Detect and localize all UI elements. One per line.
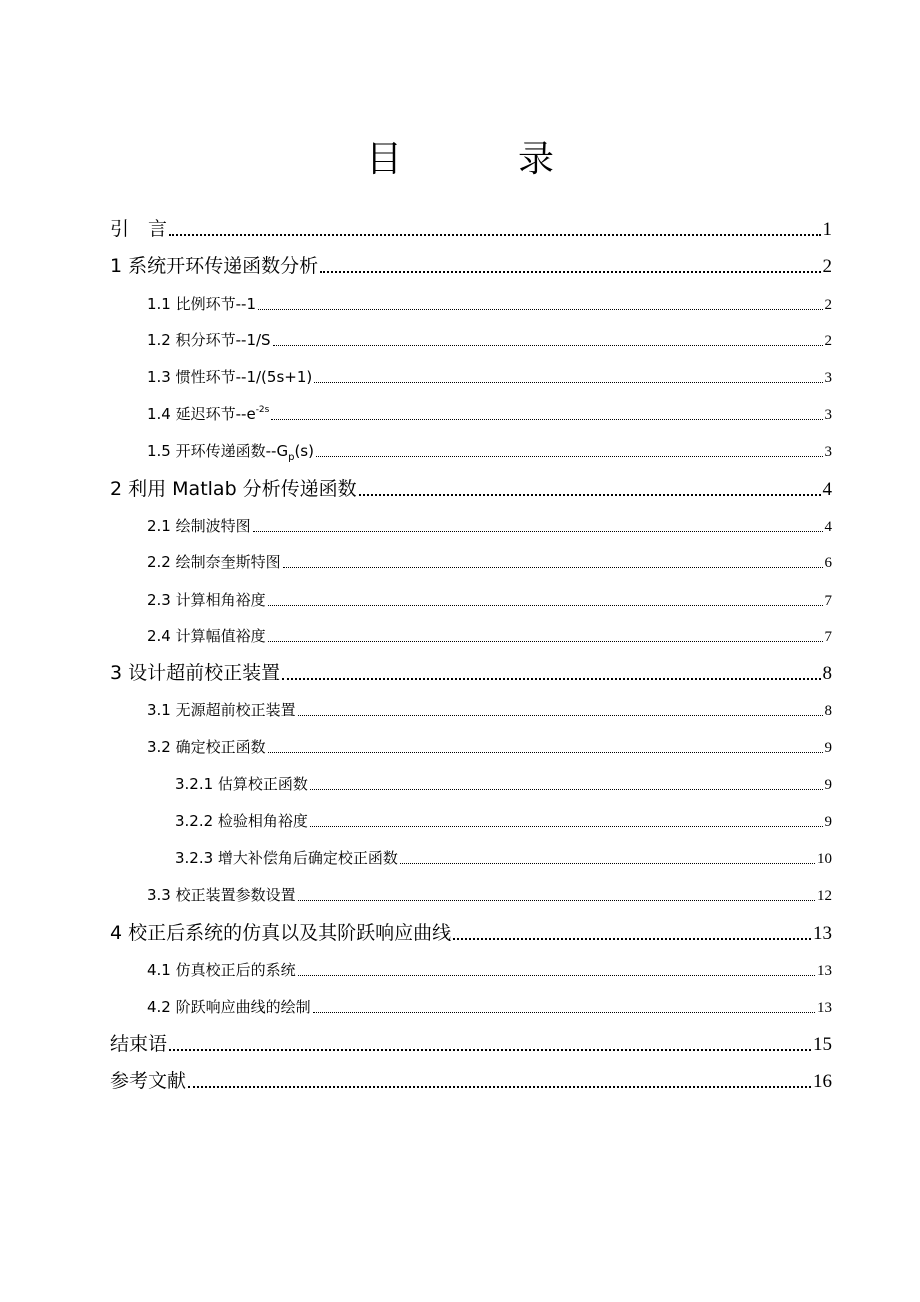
dot-leader [310, 809, 823, 833]
toc-entry-label: 1.2 积分环节--1/S [147, 331, 271, 349]
toc-entry-3-2[interactable] [147, 735, 832, 759]
dot-leader [268, 735, 823, 759]
toc-entry-label-tail: (s) [294, 442, 314, 460]
dot-leader [320, 252, 820, 280]
toc-entry-chapter-4[interactable] [110, 919, 832, 947]
toc-page-number: 8 [824, 703, 832, 719]
toc-entry-4-2[interactable] [147, 995, 832, 1019]
toc-entry-references[interactable] [110, 1067, 832, 1095]
toc-page-number: 6 [824, 555, 832, 571]
toc-page-number: 2 [822, 256, 832, 277]
toc-entry-3-1[interactable] [147, 698, 832, 722]
toc-entry-label [147, 439, 314, 466]
dot-leader [271, 402, 822, 426]
toc-entry-3-2-1[interactable] [175, 772, 832, 796]
toc-page-number: 3 [824, 370, 832, 386]
toc-page-number: 16 [813, 1071, 832, 1092]
toc-entry-chapter-2[interactable] [110, 475, 832, 503]
dot-leader [273, 328, 823, 352]
dot-leader [268, 588, 823, 612]
toc-entry-label: 4.2 阶跃响应曲线的绘制 [147, 998, 311, 1016]
dot-leader [316, 439, 823, 463]
toc-entry-label: 1.1 比例环节--1 [147, 295, 256, 313]
toc-page-number: 4 [822, 479, 832, 500]
toc-entry-label: 3.1 无源超前校正装置 [147, 701, 296, 719]
toc-page-number: 13 [813, 923, 832, 944]
toc-entry-label: 3.2 确定校正函数 [147, 738, 266, 756]
toc-entry-4-1[interactable] [147, 958, 832, 982]
toc-page-number: 10 [817, 851, 832, 867]
dot-leader [310, 772, 823, 796]
page-title: 目 录 [365, 139, 594, 180]
toc-entry-3-2-2[interactable] [175, 809, 832, 833]
toc-entry-label-subscript: p [288, 452, 295, 463]
dot-leader [253, 514, 823, 538]
toc-page-number: 9 [824, 814, 832, 830]
dot-leader [400, 846, 815, 870]
toc-entry-label: 参考文献 [110, 1070, 187, 1092]
toc-entry-conclusion[interactable] [110, 1030, 832, 1058]
toc-entry-label [147, 402, 269, 429]
toc-entry-label: 3.2.3 增大补偿角后确定校正函数 [175, 849, 398, 867]
dot-leader [298, 883, 815, 907]
toc-page-number: 8 [822, 663, 832, 684]
toc-entry-chapter-1[interactable] [110, 252, 832, 280]
toc-page-number: 9 [824, 740, 832, 756]
toc-entry-label: 3 设计超前校正装置 [110, 662, 281, 684]
toc-entry-label: 2.2 绘制奈奎斯特图 [147, 553, 281, 571]
toc-entry-preface[interactable] [110, 215, 832, 243]
toc-page-number: 12 [817, 888, 832, 904]
toc-entry-label: 4 校正后系统的仿真以及其阶跃响应曲线 [110, 922, 452, 944]
toc-entry-1-4[interactable] [147, 402, 832, 426]
toc-entry-label: 3.2.1 估算校正函数 [175, 775, 308, 793]
toc-page-number: 9 [824, 777, 832, 793]
toc-entry-3-2-3[interactable] [175, 846, 832, 870]
toc-entry-label-main: 1.4 延迟环节--e [147, 405, 256, 423]
toc-page-number: 7 [824, 629, 832, 645]
dot-leader [453, 919, 811, 947]
toc-page-number: 13 [817, 1000, 832, 1016]
dot-leader [188, 1067, 811, 1095]
toc-entry-label: 结束语 [110, 1033, 168, 1055]
toc-entry-3-3[interactable] [147, 883, 832, 907]
dot-leader [268, 624, 823, 648]
toc-page-number: 7 [824, 593, 832, 609]
dot-leader [169, 1030, 811, 1058]
toc-entry-label-superscript: -2s [255, 405, 270, 415]
toc-entry-1-1[interactable] [147, 292, 832, 316]
toc-page-number: 15 [813, 1034, 832, 1055]
dot-leader [359, 475, 821, 503]
toc-page-number: 3 [824, 407, 832, 423]
toc-page-number: 2 [824, 333, 832, 349]
toc-page-number: 2 [824, 297, 832, 313]
toc-entry-2-3[interactable] [147, 588, 832, 612]
toc-entry-label: 2.1 绘制波特图 [147, 517, 251, 535]
toc-entry-chapter-3[interactable] [110, 659, 832, 687]
toc-entry-2-4[interactable] [147, 624, 832, 648]
toc-entry-1-5[interactable] [147, 439, 832, 463]
toc-entry-label-main: 1.5 开环传递函数--G [147, 442, 289, 460]
toc-page-number: 3 [824, 444, 832, 460]
dot-leader [314, 365, 822, 389]
toc-entry-2-2[interactable] [147, 550, 832, 574]
toc-entry-label: 2.3 计算相角裕度 [147, 591, 266, 609]
toc-entry-1-2[interactable] [147, 328, 832, 352]
toc-entry-1-3[interactable] [147, 365, 832, 389]
dot-leader [298, 698, 823, 722]
toc-entry-label: 1.3 惯性环节--1/(5s+1) [147, 368, 313, 386]
toc-entry-label: 3.3 校正装置参数设置 [147, 886, 296, 904]
toc-entry-2-1[interactable] [147, 514, 832, 538]
toc-entry-label: 引 言 [110, 218, 168, 240]
dot-leader [313, 995, 815, 1019]
dot-leader [282, 659, 820, 687]
toc-entry-label: 2 利用 Matlab 分析传递函数 [110, 478, 357, 500]
dot-leader [258, 292, 823, 316]
toc-entry-label: 2.4 计算幅值裕度 [147, 627, 266, 645]
toc-entry-label: 3.2.2 检验相角裕度 [175, 812, 308, 830]
toc-entry-label: 4.1 仿真校正后的系统 [147, 961, 296, 979]
toc-page-number: 13 [817, 963, 832, 979]
toc-page-number: 4 [824, 519, 832, 535]
toc-entry-label: 1 系统开环传递函数分析 [110, 255, 319, 277]
toc-page-number: 1 [822, 219, 832, 240]
dot-leader [283, 550, 823, 574]
dot-leader [169, 215, 820, 243]
dot-leader [298, 958, 815, 982]
